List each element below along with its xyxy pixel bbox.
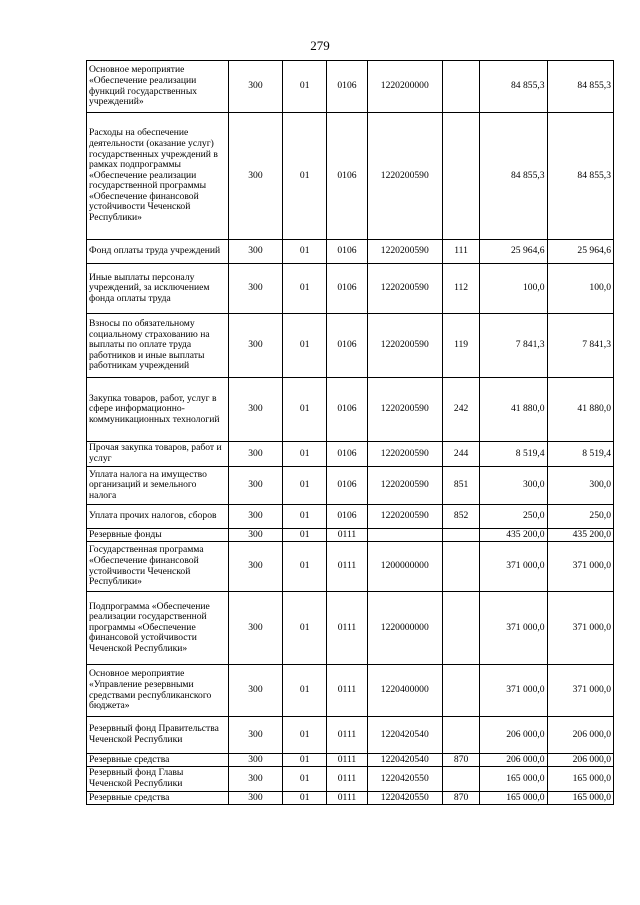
cell-amount-1: 371 000,0: [480, 592, 547, 665]
cell-name: Иные выплаты персоналу учреждений, за исключением фонда оплаты труда: [87, 264, 229, 314]
cell-subsection: 0111: [327, 767, 367, 792]
cell-section: 01: [283, 505, 327, 529]
cell-expense-type: [442, 592, 479, 665]
budget-table: [86, 60, 614, 805]
cell-section: 01: [283, 529, 327, 542]
cell-amount-2: 7 841,3: [547, 314, 613, 378]
cell-amount-1: 84 855,3: [480, 61, 547, 113]
cell-expense-type: 119: [442, 314, 479, 378]
cell-subsection: 0106: [327, 442, 367, 467]
cell-amount-2: 165 000,0: [547, 767, 613, 792]
cell-expense-type: 851: [442, 467, 479, 505]
cell-target-article: 1220420550: [367, 767, 442, 792]
cell-section: 01: [283, 542, 327, 592]
cell-target-article: 1220200590: [367, 240, 442, 264]
cell-grbs: 300: [228, 442, 282, 467]
table-row: [87, 467, 614, 505]
table-row: [87, 505, 614, 529]
cell-name: Закупка товаров, работ, услуг в сфере информационно-коммуникационных технологий: [87, 378, 229, 442]
table-row: [87, 792, 614, 805]
cell-target-article: 1220420540: [367, 717, 442, 754]
cell-grbs: 300: [228, 61, 282, 113]
cell-section: 01: [283, 792, 327, 805]
cell-expense-type: [442, 529, 479, 542]
cell-section: 01: [283, 467, 327, 505]
cell-subsection: 0111: [327, 529, 367, 542]
cell-amount-1: 371 000,0: [480, 542, 547, 592]
cell-amount-1: 371 000,0: [480, 665, 547, 717]
cell-name: Основное мероприятие «Управление резервными средствами республиканского бюджета»: [87, 665, 229, 717]
cell-expense-type: 111: [442, 240, 479, 264]
cell-grbs: 300: [228, 592, 282, 665]
cell-amount-1: 206 000,0: [480, 717, 547, 754]
cell-grbs: 300: [228, 378, 282, 442]
table-row: [87, 665, 614, 717]
cell-expense-type: [442, 767, 479, 792]
cell-name: Взносы по обязательному социальному страхованию на выплаты по оплате труда работников и иные выплаты работникам учреждений: [87, 314, 229, 378]
cell-amount-2: 300,0: [547, 467, 613, 505]
cell-amount-1: 165 000,0: [480, 767, 547, 792]
cell-expense-type: 112: [442, 264, 479, 314]
cell-name: Прочая закупка товаров, работ и услуг: [87, 442, 229, 467]
cell-amount-1: 41 880,0: [480, 378, 547, 442]
cell-section: 01: [283, 378, 327, 442]
cell-grbs: 300: [228, 792, 282, 805]
cell-section: 01: [283, 314, 327, 378]
table-row: [87, 113, 614, 240]
cell-expense-type: 870: [442, 754, 479, 767]
cell-name: Государственная программа «Обеспечение финансовой устойчивости Чеченской Республики»: [87, 542, 229, 592]
cell-grbs: 300: [228, 542, 282, 592]
cell-amount-1: 7 841,3: [480, 314, 547, 378]
cell-section: 01: [283, 442, 327, 467]
cell-section: 01: [283, 61, 327, 113]
cell-expense-type: 870: [442, 792, 479, 805]
cell-expense-type: [442, 61, 479, 113]
cell-amount-2: 25 964,6: [547, 240, 613, 264]
cell-name: Резервный фонд Правительства Чеченской Республики: [87, 717, 229, 754]
cell-amount-1: 250,0: [480, 505, 547, 529]
cell-amount-2: 84 855,3: [547, 61, 613, 113]
cell-target-article: 1220000000: [367, 592, 442, 665]
cell-section: 01: [283, 665, 327, 717]
cell-target-article: 1220200590: [367, 467, 442, 505]
cell-expense-type: [442, 665, 479, 717]
cell-expense-type: [442, 717, 479, 754]
cell-amount-1: 165 000,0: [480, 792, 547, 805]
cell-subsection: 0111: [327, 754, 367, 767]
cell-amount-2: 435 200,0: [547, 529, 613, 542]
cell-subsection: 0106: [327, 240, 367, 264]
cell-target-article: 1220200000: [367, 61, 442, 113]
cell-amount-2: 8 519,4: [547, 442, 613, 467]
cell-grbs: 300: [228, 529, 282, 542]
cell-target-article: 1220420550: [367, 792, 442, 805]
table-row: [87, 542, 614, 592]
cell-target-article: 1220200590: [367, 314, 442, 378]
cell-target-article: [367, 529, 442, 542]
cell-grbs: 300: [228, 467, 282, 505]
cell-expense-type: 244: [442, 442, 479, 467]
cell-amount-2: 206 000,0: [547, 717, 613, 754]
table-row: [87, 767, 614, 792]
page-number: 279: [310, 38, 330, 53]
table-row: [87, 529, 614, 542]
cell-amount-2: 371 000,0: [547, 665, 613, 717]
cell-amount-1: 8 519,4: [480, 442, 547, 467]
cell-target-article: 1220200590: [367, 505, 442, 529]
cell-name: Подпрограмма «Обеспечение реализации государственной программы «Обеспечение финансовой устойчивости Чеченской Республики»: [87, 592, 229, 665]
cell-subsection: 0111: [327, 717, 367, 754]
cell-subsection: 0106: [327, 505, 367, 529]
cell-amount-2: 206 000,0: [547, 754, 613, 767]
cell-subsection: 0111: [327, 665, 367, 717]
cell-amount-2: 100,0: [547, 264, 613, 314]
cell-section: 01: [283, 717, 327, 754]
cell-grbs: 300: [228, 113, 282, 240]
cell-target-article: 1220200590: [367, 264, 442, 314]
cell-amount-1: 25 964,6: [480, 240, 547, 264]
cell-subsection: 0111: [327, 592, 367, 665]
cell-amount-2: 165 000,0: [547, 792, 613, 805]
cell-expense-type: [442, 542, 479, 592]
table-row: [87, 61, 614, 113]
cell-subsection: 0111: [327, 792, 367, 805]
cell-target-article: 1220400000: [367, 665, 442, 717]
cell-subsection: 0106: [327, 378, 367, 442]
cell-subsection: 0111: [327, 542, 367, 592]
cell-name: Расходы на обеспечение деятельности (оказание услуг) государственных учреждений в рамках подпрограммы «Обеспечение реализации государственной программы «Обеспечение финансовой устойчивости Чеченской Республики»: [87, 113, 229, 240]
cell-amount-2: 41 880,0: [547, 378, 613, 442]
cell-grbs: 300: [228, 754, 282, 767]
cell-grbs: 300: [228, 505, 282, 529]
cell-target-article: 1220420540: [367, 754, 442, 767]
table-body: [87, 61, 614, 805]
table-row: [87, 592, 614, 665]
cell-expense-type: 852: [442, 505, 479, 529]
cell-name: Резервные фонды: [87, 529, 229, 542]
cell-name: Резервные средства: [87, 792, 229, 805]
table-row: [87, 314, 614, 378]
cell-grbs: 300: [228, 767, 282, 792]
cell-grbs: 300: [228, 717, 282, 754]
cell-subsection: 0106: [327, 467, 367, 505]
cell-target-article: 1220200590: [367, 113, 442, 240]
cell-section: 01: [283, 113, 327, 240]
cell-expense-type: [442, 113, 479, 240]
cell-subsection: 0106: [327, 113, 367, 240]
cell-amount-2: 371 000,0: [547, 592, 613, 665]
cell-grbs: 300: [228, 314, 282, 378]
cell-target-article: 1200000000: [367, 542, 442, 592]
table-row: [87, 717, 614, 754]
cell-subsection: 0106: [327, 264, 367, 314]
cell-target-article: 1220200590: [367, 442, 442, 467]
table-row: [87, 442, 614, 467]
cell-amount-1: 206 000,0: [480, 754, 547, 767]
cell-amount-2: 371 000,0: [547, 542, 613, 592]
cell-target-article: 1220200590: [367, 378, 442, 442]
cell-section: 01: [283, 240, 327, 264]
cell-expense-type: 242: [442, 378, 479, 442]
cell-amount-1: 300,0: [480, 467, 547, 505]
cell-grbs: 300: [228, 665, 282, 717]
table-row: [87, 264, 614, 314]
table-row: [87, 378, 614, 442]
cell-grbs: 300: [228, 264, 282, 314]
cell-amount-1: 100,0: [480, 264, 547, 314]
cell-section: 01: [283, 264, 327, 314]
cell-name: Резервный фонд Главы Чеченской Республики: [87, 767, 229, 792]
cell-section: 01: [283, 754, 327, 767]
table-row: [87, 240, 614, 264]
cell-name: Фонд оплаты труда учреждений: [87, 240, 229, 264]
cell-subsection: 0106: [327, 314, 367, 378]
cell-section: 01: [283, 592, 327, 665]
table-row: [87, 754, 614, 767]
cell-name: Основное мероприятие «Обеспечение реализации функций государственных учреждений»: [87, 61, 229, 113]
cell-name: Уплата налога на имущество организаций и земельного налога: [87, 467, 229, 505]
cell-amount-2: 84 855,3: [547, 113, 613, 240]
cell-name: Уплата прочих налогов, сборов: [87, 505, 229, 529]
cell-amount-1: 84 855,3: [480, 113, 547, 240]
cell-amount-1: 435 200,0: [480, 529, 547, 542]
cell-section: 01: [283, 767, 327, 792]
cell-name: Резервные средства: [87, 754, 229, 767]
cell-amount-2: 250,0: [547, 505, 613, 529]
cell-grbs: 300: [228, 240, 282, 264]
cell-subsection: 0106: [327, 61, 367, 113]
